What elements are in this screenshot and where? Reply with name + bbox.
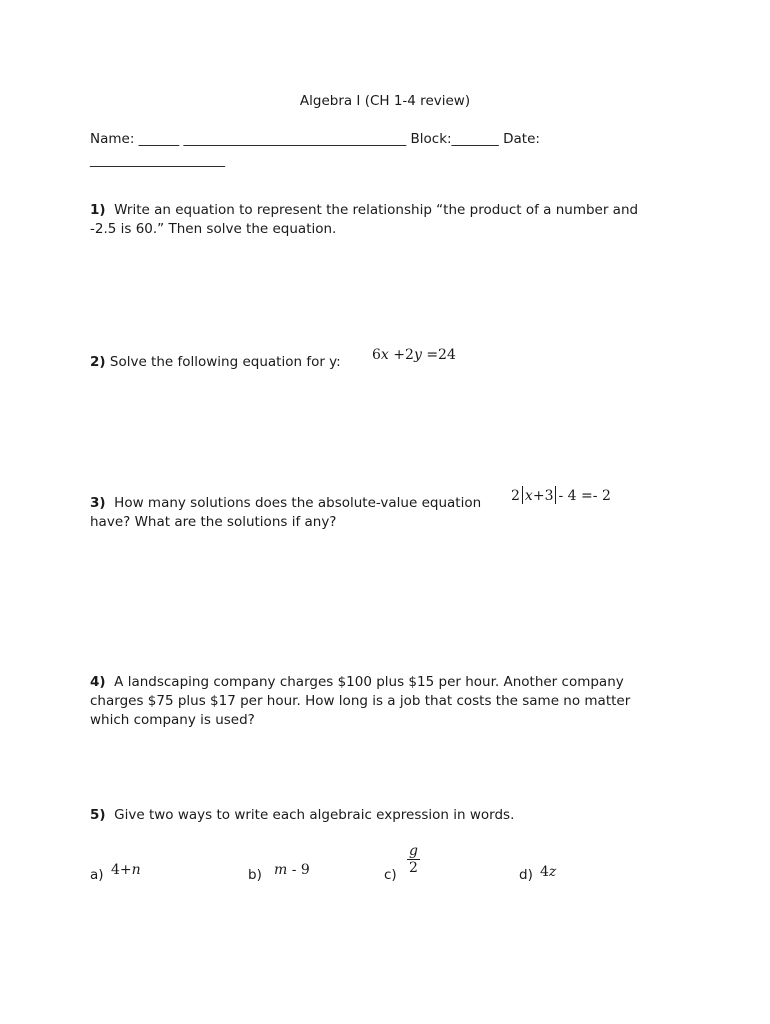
part-a-label: a) (90, 867, 104, 883)
eq3-equals: = (581, 488, 593, 504)
part-c-numerator: g (409, 843, 418, 859)
eq2-plus: + (393, 347, 406, 363)
part-d-label: d) (519, 867, 533, 883)
question-2-number: 2) (90, 354, 106, 370)
question-4-text: A landscaping company charges $100 plus $15 per hour. Another company charges $75 plus $17 per hour. How long is a job that costs the same no matter which company is used? (90, 674, 631, 728)
question-3-line-1 (90, 495, 481, 511)
abs-bar-left (522, 486, 523, 504)
question-4-number: 4) (90, 674, 106, 690)
eq3-inner-const: 3 (544, 488, 554, 504)
part-c-denominator: 2 (409, 860, 418, 876)
eq3-minus: - (558, 488, 564, 504)
eq2-coef-x: 6 (372, 347, 381, 363)
part-a-lhs: 4 (111, 862, 120, 878)
worksheet-title: Algebra I (CH 1-4 review) (299, 93, 471, 109)
question-3-number: 3) (90, 495, 106, 511)
question-3-text-line-2: have? What are the solutions if any? (90, 514, 337, 530)
name-block-date-line: Name: ______ _________________________________ Block:_______ Date: (90, 131, 540, 147)
eq2-var-x: x (380, 347, 389, 363)
eq3-sub: 4 (567, 488, 577, 504)
question-1-text: Write an equation to represent the relationship “the product of a number and -2.5 is 60.” Then solve the equation. (90, 202, 639, 237)
part-c-fraction (407, 843, 420, 876)
eq2-equals: = (426, 347, 439, 363)
part-a-expression (111, 862, 141, 878)
question-2-text: Solve the following equation for y: (109, 354, 341, 370)
eq2-coef-y: 2 (405, 347, 414, 363)
part-d-var: z (548, 864, 557, 880)
part-b-rhs: 9 (300, 862, 310, 878)
part-a-var: n (131, 862, 141, 878)
question-3-equation (511, 486, 611, 504)
part-b-op: - (291, 862, 297, 878)
question-2-equation (372, 347, 456, 363)
question-4 (90, 673, 660, 730)
question-5 (90, 807, 514, 823)
part-a-op: + (119, 862, 132, 878)
part-b-label: b) (248, 867, 262, 883)
eq2-var-y: y (413, 347, 422, 363)
part-b-expression (274, 862, 310, 878)
question-1-number: 1) (90, 202, 106, 218)
question-2 (90, 354, 341, 370)
eq3-plus: + (532, 488, 545, 504)
question-1 (90, 201, 665, 239)
date-blank-line: ____________________ (90, 152, 225, 168)
eq3-var: x (524, 488, 533, 504)
part-c-label: c) (384, 867, 397, 883)
part-d-expression (540, 864, 556, 880)
eq3-neg: - (592, 488, 598, 504)
question-3-text-line-1: How many solutions does the absolute-value equation (114, 495, 482, 511)
eq3-coef: 2 (511, 488, 520, 504)
question-5-number: 5) (90, 807, 106, 823)
eq2-rhs: 24 (438, 347, 456, 363)
eq3-rhs: 2 (601, 488, 611, 504)
question-5-text: Give two ways to write each algebraic expression in words. (114, 807, 515, 823)
abs-bar-right (555, 486, 556, 504)
part-d-coef: 4 (540, 864, 549, 880)
part-b-var: m (274, 862, 288, 878)
